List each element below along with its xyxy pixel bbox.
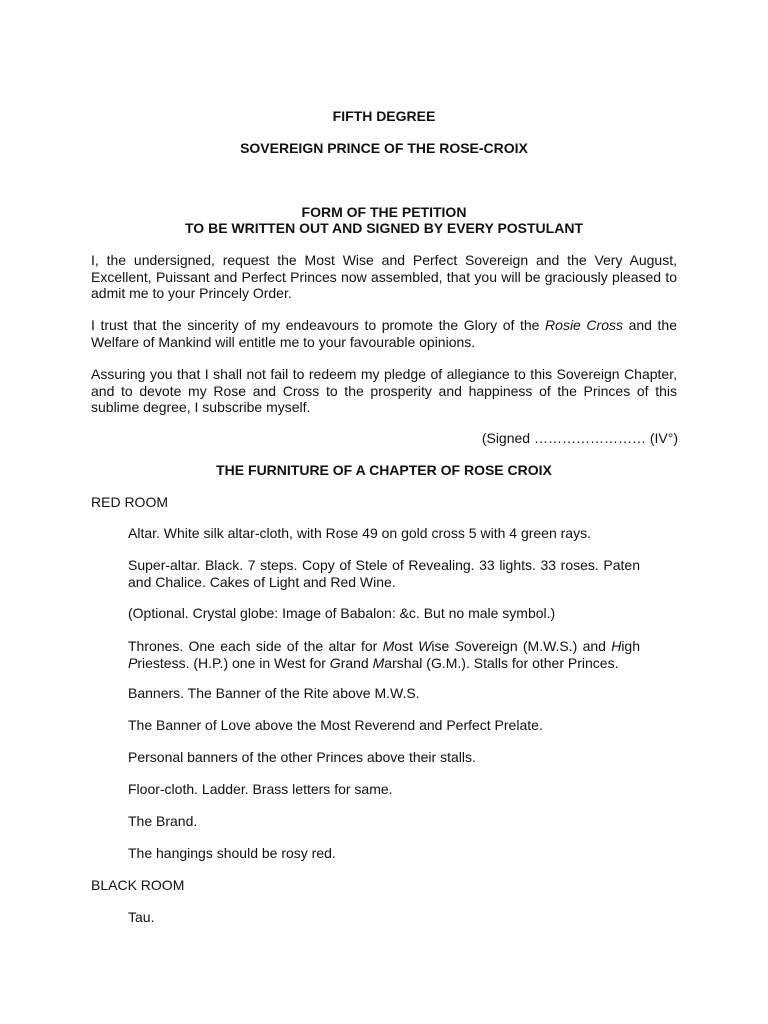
list-item: Banners. The Banner of the Rite above M.W.S. [128,685,420,701]
petition-heading-line1: FORM OF THE PETITION [301,204,467,220]
red-room-heading: RED ROOM [91,494,168,510]
degree-subtitle: SOVEREIGN PRINCE OF THE ROSE-CROIX [240,140,528,156]
list-item: Personal banners of the other Princes above their stalls. [128,749,476,765]
list-item: Floor-cloth. Ladder. Brass letters for same. [128,781,393,797]
rosie-cross-italic: Rosie Cross [545,317,623,333]
petition-paragraph-2: I trust that the sincerity of my endeavours to promote the Glory of the Rosie Cross and the Welfare of Mankind will entitle me to your favourable opinions. [91,317,677,350]
list-item: (Optional. Crystal globe: Image of Babalon: &c. But no male symbol.) [128,605,556,621]
list-item: Super-altar. Black. 7 steps. Copy of Stele of Revealing. 33 lights. 33 roses. Paten and Chalice. Cakes of Light and Red Wine. [128,557,640,590]
black-room-heading: BLACK ROOM [91,877,185,893]
degree-title: FIFTH DEGREE [332,108,436,124]
furniture-heading: THE FURNITURE OF A CHAPTER OF ROSE CROIX [216,462,552,478]
petition-paragraph-1: I, the undersigned, request the Most Wise and Perfect Sovereign and the Very August, Excellent, Puissant and Perfect Princes now assembled, that you will be graciously pleased to admit me to your Princely Order. [91,252,677,301]
list-item: Tau. [128,909,155,925]
thrones-item: Thrones. One each side of the altar for Most Wise Sovereign (M.W.S.) and High Priestess. (H.P.) one in West for Grand Marshal (G.M.). Stalls for other Princes. [128,638,640,671]
list-item: The Brand. [128,813,198,829]
signature-line: (Signed …………………… (IV°) [481,430,678,446]
list-item: Altar. White silk altar-cloth, with Rose 49 on gold cross 5 with 4 green rays. [128,525,591,541]
list-item: The hangings should be rosy red. [128,845,336,861]
petition-paragraph-3: Assuring you that I shall not fail to redeem my pledge of allegiance to this Sovereign Chapter, and to devote my Rose and Cross to the prosperity and happiness of the Princes of this sublime degree, I subscribe myself. [91,366,677,415]
petition-heading-line2: TO BE WRITTEN OUT AND SIGNED BY EVERY POSTULANT [185,220,583,236]
list-item: The Banner of Love above the Most Reverend and Perfect Prelate. [128,717,543,733]
